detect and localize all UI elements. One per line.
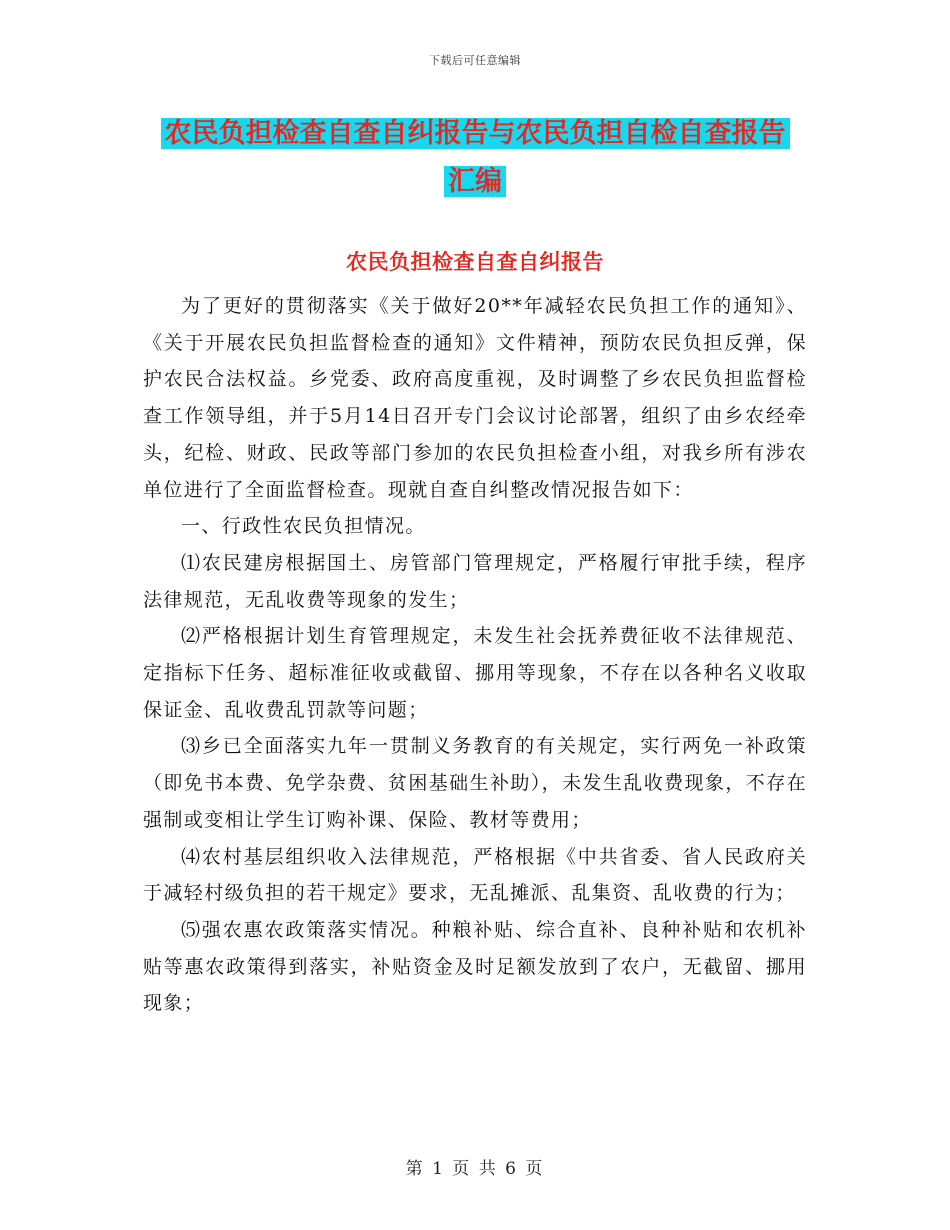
document-body (143, 288, 807, 1022)
paragraph-item-2: ⑵严格根据计划生育管理规定，未发生社会抚养费征收不法律规范、定指标下任务、超标准征收或截留、挪用等现象，不存在以各种名义收取保证金、乱收费乱罚款等问题； (143, 625, 807, 721)
document-title-line-2: 汇编 (444, 166, 506, 197)
paragraph-item-5: ⑸强农惠农政策落实情况。种粮补贴、综合直补、良种补贴和农机补贴等惠农政策得到落实，补贴资金及时足额发放到了农户，无截留、挪用现象； (143, 918, 807, 1015)
paragraph-item-3: ⑶乡已全面落实九年一贯制义务教育的有关规定，实行两免一补政策（即免书本费、免学杂费、贫困基础生补助），未发生乱收费现象，不存在强制或变相让学生订购补课、保险、教材等费用； (143, 735, 807, 831)
paragraph-item-1: ⑴农民建房根据国土、房管部门管理规定，严格履行审批手续，程序法律规范，无乱收费等现象的发生； (143, 551, 807, 611)
section-title: 农民负担检查自查自纠报告 (346, 250, 604, 274)
paragraph-item-4: ⑷农村基层组织收入法律规范，严格根据《中共省委、省人民政府关于减轻村级负担的若干规定》要求，无乱摊派、乱集资、乱收费的行为； (143, 845, 807, 905)
document-title (143, 110, 807, 206)
paragraph-intro: 为了更好的贯彻落实《关于做好20**年减轻农民负担工作的通知》、《关于开展农民负担监督检查的通知》文件精神，预防农民负担反弹，保护农民合法权益。乡党委、政府高度重视，及时调整了乡农民负担监督检查工作领导组，并于5月14日召开专门会议讨论部署，组织了由乡农经牵头，纪检、财政、民政等部门参加的农民负担检查小组，对我乡所有涉农单位进行了全面监督检查。现就自查自纠整改情况报告如下： (143, 295, 807, 501)
paragraph-section-heading: 一、行政性农民负担情况。 (181, 515, 426, 538)
document-title-line-1: 农民负担检查自查自纠报告与农民负担自检自查报告 (161, 118, 790, 149)
page-header-note: 下载后可任意编辑 (429, 54, 521, 67)
page-number: 第 1 页 共 6 页 (405, 1159, 545, 1179)
